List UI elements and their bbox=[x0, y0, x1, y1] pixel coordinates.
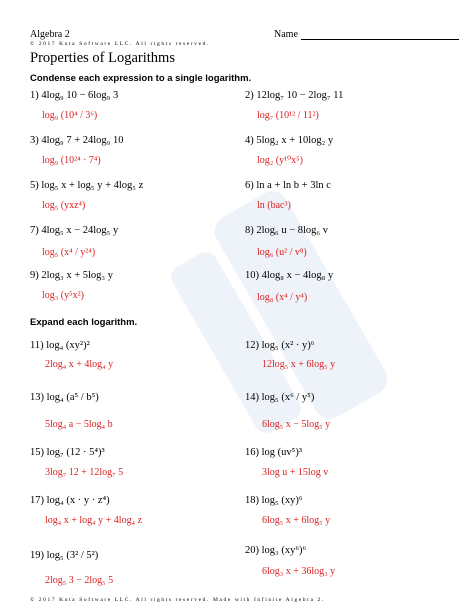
question-text: 12log₇ 10 − 2log₇ 11 bbox=[256, 90, 344, 101]
problem-5: 5) log₅ x + log₅ y + 4log₅ z bbox=[30, 180, 144, 191]
problem-8: 8) 2log₆ u − 8log₆ v bbox=[245, 225, 328, 236]
name-line bbox=[301, 39, 459, 40]
question-text: 4log₈ x − 4log₈ y bbox=[261, 270, 334, 281]
problem-2: 2) 12log₇ 10 − 2log₇ 11 bbox=[245, 90, 344, 101]
question-text: 2log₆ u − 8log₆ v bbox=[256, 225, 328, 236]
answer-16: 3log u + 15log v bbox=[262, 467, 329, 478]
problem-14: 14) log₅ (x⁶ / y⁵) bbox=[245, 392, 315, 403]
question-text: 4log₅ x − 24log₅ y bbox=[41, 225, 119, 236]
problem-15: 15) log₇ (12 · 5⁴)³ bbox=[30, 447, 105, 458]
problem-7: 7) 4log₅ x − 24log₅ y bbox=[30, 225, 119, 236]
answer-10: log₈ (x⁴ / y⁴) bbox=[257, 292, 308, 303]
answer-12: 12log₅ x + 6log₅ y bbox=[262, 359, 336, 370]
expand-instructions: Expand each logarithm. bbox=[30, 317, 138, 328]
question-text: log₇ (12 · 5⁴)³ bbox=[46, 447, 105, 458]
answer-6: ln (bac³) bbox=[257, 200, 291, 211]
answer-9: log₃ (y⁵x²) bbox=[42, 290, 84, 301]
problem-12: 12) log₅ (x² · y)⁶ bbox=[245, 340, 315, 351]
answer-2: log₇ (10¹² / 11²) bbox=[257, 110, 319, 121]
answer-7: log₅ (x⁴ / y²⁴) bbox=[42, 247, 96, 258]
answer-4: log₂ (y¹⁰x⁵) bbox=[257, 155, 303, 166]
copyright-header: © 2017 Kuta Software LLC. All rights reserved. bbox=[30, 41, 210, 47]
problem-3: 3) 4log₉ 7 + 24log₉ 10 bbox=[30, 135, 124, 146]
question-text: 4log₉ 7 + 24log₉ 10 bbox=[41, 135, 124, 146]
problem-9: 9) 2log₃ x + 5log₃ y bbox=[30, 270, 113, 281]
problem-10: 10) 4log₈ x − 4log₈ y bbox=[245, 270, 334, 281]
answer-5: log₅ (yxz⁴) bbox=[42, 200, 86, 211]
problem-13: 13) log₄ (a⁵ / b⁵) bbox=[30, 392, 99, 403]
problem-16: 16) log (uv⁵)³ bbox=[245, 447, 302, 458]
condense-instructions: Condense each expression to a single logarithm. bbox=[30, 73, 252, 84]
question-text: log₅ (xy)⁶ bbox=[261, 495, 303, 506]
answer-8: log₆ (u² / v⁸) bbox=[257, 247, 307, 258]
answer-1: log₉ (10⁴ / 3⁶) bbox=[42, 110, 98, 121]
question-text: 2log₃ x + 5log₃ y bbox=[41, 270, 113, 281]
question-text: log₅ (x⁶ / y⁵) bbox=[261, 392, 315, 403]
problem-1: 1) 4log₉ 10 − 6log₉ 3 bbox=[30, 90, 119, 101]
problem-11: 11) log₄ (xy²)² bbox=[30, 340, 90, 351]
problem-17: 17) log₄ (x · y · z⁴) bbox=[30, 495, 110, 506]
answer-20: 6log₃ x + 36log₃ y bbox=[262, 566, 336, 577]
course-label: Algebra 2 bbox=[30, 29, 70, 40]
question-text: ln a + ln b + 3ln c bbox=[256, 180, 331, 191]
problem-6: 6) ln a + ln b + 3ln c bbox=[245, 180, 331, 191]
question-text: log₅ (x² · y)⁶ bbox=[261, 340, 315, 351]
answer-3: log₉ (10²⁴ · 7⁴) bbox=[42, 155, 101, 166]
answer-11: 2log₄ x + 4log₄ y bbox=[45, 359, 114, 370]
question-text: log₄ (a⁵ / b⁵) bbox=[46, 392, 99, 403]
name-label: Name bbox=[274, 29, 298, 40]
question-text: log₄ (x · y · z⁴) bbox=[46, 495, 110, 506]
answer-18: 6log₅ x + 6log₅ y bbox=[262, 515, 331, 526]
question-text: 5log₂ x + 10log₂ y bbox=[256, 135, 334, 146]
question-text: log₄ (xy²)² bbox=[46, 340, 90, 351]
answer-14: 6log₅ x − 5log₅ y bbox=[262, 419, 331, 430]
page-title: Properties of Logarithms bbox=[30, 50, 175, 66]
question-text: log₃ (xy⁶)⁶ bbox=[261, 545, 307, 556]
answer-19: 2log₅ 3 − 2log₅ 5 bbox=[45, 575, 114, 586]
problem-20: 20) log₃ (xy⁶)⁶ bbox=[245, 545, 307, 556]
answer-13: 5log₄ a − 5log₄ b bbox=[45, 419, 113, 430]
problem-4: 4) 5log₂ x + 10log₂ y bbox=[245, 135, 334, 146]
question-text: log (uv⁵)³ bbox=[261, 447, 302, 458]
problem-18: 18) log₅ (xy)⁶ bbox=[245, 495, 303, 506]
question-text: 4log₉ 10 − 6log₉ 3 bbox=[41, 90, 119, 101]
copyright-footer: © 2017 Kuta Software LLC. All rights reserved. Made with Infinite Algebra 2. bbox=[30, 597, 325, 603]
answer-15: 3log₇ 12 + 12log₇ 5 bbox=[45, 467, 124, 478]
question-text: log₅ x + log₅ y + 4log₅ z bbox=[41, 180, 144, 191]
problem-19: 19) log₅ (3² / 5²) bbox=[30, 550, 99, 561]
answer-17: log₄ x + log₄ y + 4log₄ z bbox=[45, 515, 143, 526]
question-text: log₅ (3² / 5²) bbox=[46, 550, 99, 561]
